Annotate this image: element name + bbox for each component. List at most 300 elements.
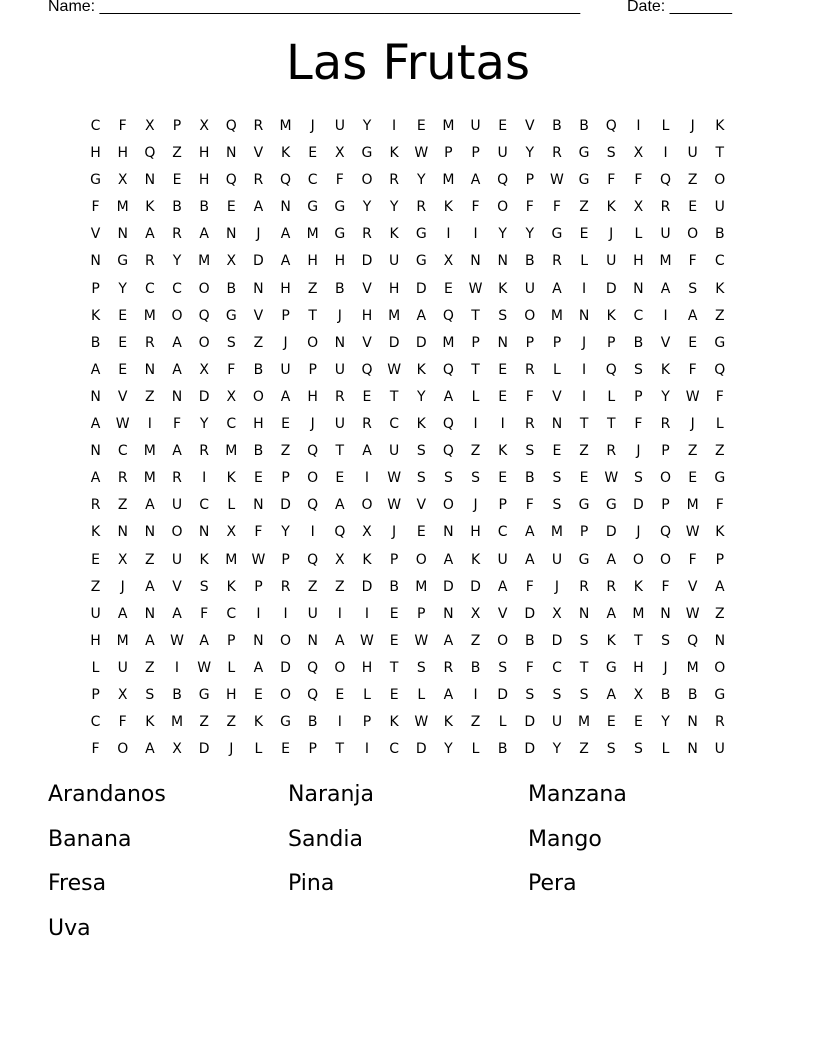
grid-cell: E: [498, 361, 508, 378]
grid-cell: T: [335, 443, 345, 460]
grid-cell: S: [552, 497, 562, 514]
grid-cell: P: [362, 714, 372, 731]
grid-cell: M: [116, 199, 129, 216]
grid-cell: G: [578, 145, 590, 162]
grid-cell: R: [334, 388, 345, 405]
grid-cell: M: [143, 470, 156, 487]
grid-cell: L: [417, 686, 426, 703]
grid-cell: T: [471, 307, 480, 324]
grid-cell: R: [90, 497, 101, 514]
grid-cell: E: [281, 741, 290, 758]
grid-cell: X: [362, 524, 372, 541]
grid-cell: N: [714, 632, 726, 649]
grid-cell: B: [389, 578, 399, 595]
grid-row: [82, 465, 733, 492]
grid-cell: V: [253, 145, 264, 162]
grid-cell: F: [91, 741, 100, 758]
grid-cell: A: [525, 551, 535, 568]
grid-cell: O: [252, 388, 264, 405]
grid-cell: B: [253, 361, 264, 378]
grid-cell: P: [498, 497, 507, 514]
grid-cell: Z: [715, 443, 725, 460]
grid-cell: T: [389, 388, 399, 405]
grid-cell: H: [198, 145, 210, 162]
grid-cell: G: [578, 497, 590, 514]
grid-cell: X: [145, 118, 155, 134]
grid-cell: I: [147, 416, 152, 433]
grid-cell: H: [361, 307, 373, 324]
grid-cell: N: [497, 253, 508, 270]
grid-cell: R: [660, 416, 671, 433]
grid-cell: A: [660, 280, 671, 297]
grid-cell: N: [307, 632, 318, 649]
grid-row: [82, 330, 733, 357]
grid-cell: B: [172, 686, 182, 703]
grid-cell: I: [663, 307, 668, 324]
grid-cell: N: [253, 497, 264, 514]
grid-cell: A: [145, 741, 155, 758]
grid-cell: J: [609, 226, 614, 243]
grid-cell: J: [392, 524, 397, 541]
grid-cell: V: [253, 307, 264, 324]
grid-cell: V: [525, 118, 535, 134]
grid-cell: A: [145, 578, 155, 595]
grid-cell: C: [497, 524, 508, 541]
grid-cell: D: [361, 578, 373, 595]
grid-cell: A: [172, 605, 182, 622]
grid-cell: N: [117, 524, 128, 541]
grid-cell: P: [281, 551, 290, 568]
grid-cell: N: [144, 361, 156, 378]
grid-cell: S: [525, 443, 535, 460]
grid-cell: G: [280, 714, 291, 731]
grid-cell: A: [172, 334, 182, 351]
grid-cell: X: [226, 524, 237, 541]
grid-cell: Q: [605, 118, 617, 134]
grid-cell: B: [253, 443, 264, 460]
grid-cell: O: [198, 334, 210, 351]
grid-cell: W: [414, 632, 429, 649]
grid-row: [82, 221, 733, 248]
grid-cell: O: [660, 470, 672, 487]
grid-cell: F: [634, 416, 643, 433]
grid-cell: F: [525, 578, 534, 595]
grid-cell: W: [414, 714, 429, 731]
grid-cell: U: [714, 741, 725, 758]
grid-cell: S: [633, 741, 643, 758]
grid-cell: C: [117, 443, 128, 460]
grid-cell: O: [632, 551, 644, 568]
grid-row: [82, 547, 733, 574]
grid-cell: A: [145, 226, 155, 243]
grid-cell: P: [91, 686, 100, 703]
grid-cell: X: [172, 741, 182, 758]
grid-cell: K: [389, 145, 399, 162]
grid-cell: Y: [444, 741, 453, 758]
grid-cell: T: [308, 307, 317, 324]
grid-cell: N: [687, 741, 698, 758]
grid-cell: A: [280, 226, 291, 243]
grid-cell: U: [551, 551, 563, 568]
grid-cell: O: [442, 497, 454, 514]
grid-cell: A: [172, 361, 182, 378]
grid-cell: N: [687, 714, 698, 731]
grid-cell: Z: [470, 632, 481, 649]
grid-cell: K: [606, 199, 616, 216]
grid-cell: H: [470, 524, 481, 541]
grid-cell: M: [659, 253, 672, 270]
grid-cell: X: [117, 172, 128, 189]
grid-cell: Y: [416, 388, 426, 405]
grid-cell: P: [389, 551, 399, 568]
grid-cell: R: [253, 118, 264, 134]
grid-cell: K: [145, 714, 155, 731]
grid-cell: P: [471, 334, 480, 351]
grid-cell: N: [144, 524, 156, 541]
grid-cell: Q: [307, 497, 319, 514]
grid-cell: U: [687, 145, 698, 162]
grid-cell: V: [362, 280, 372, 297]
grid-cell: T: [634, 632, 643, 649]
grid-cell: D: [632, 497, 644, 514]
grid-cell: P: [661, 443, 670, 460]
grid-cell: L: [227, 659, 236, 676]
grid-cell: I: [256, 605, 261, 622]
grid-cell: J: [636, 524, 641, 541]
grid-cell: D: [605, 280, 617, 297]
grid-cell: O: [497, 632, 509, 649]
grid-cell: Y: [525, 226, 535, 243]
grid-cell: L: [471, 388, 480, 405]
grid-cell: U: [117, 659, 128, 676]
grid-cell: J: [690, 416, 695, 433]
grid-cell: R: [416, 199, 427, 216]
grid-cell: O: [415, 551, 427, 568]
grid-cell: X: [226, 388, 237, 405]
grid-cell: K: [90, 307, 101, 324]
grid-cell: V: [172, 578, 182, 595]
grid-cell: E: [335, 470, 345, 487]
grid-cell: Q: [307, 443, 319, 460]
grid-cell: H: [388, 280, 400, 297]
grid-cell: U: [334, 361, 345, 378]
grid-cell: A: [280, 388, 291, 405]
grid-cell: K: [606, 307, 616, 324]
grid-cell: S: [199, 578, 209, 595]
grid-cell: B: [687, 686, 698, 703]
grid-cell: D: [415, 280, 427, 297]
grid-cell: Q: [660, 524, 672, 541]
grid-cell: B: [525, 470, 535, 487]
grid-cell: W: [387, 361, 402, 378]
grid-cell: O: [171, 307, 183, 324]
grid-cell: W: [170, 632, 184, 649]
grid-cell: P: [634, 388, 643, 405]
grid-cell: X: [226, 253, 237, 270]
grid-cell: A: [443, 632, 454, 649]
grid-cell: S: [579, 686, 589, 703]
grid-cell: P: [552, 334, 562, 351]
grid-cell: H: [226, 686, 237, 703]
grid-cell: U: [280, 361, 291, 378]
grid-cell: X: [117, 551, 128, 568]
grid-cell: N: [443, 605, 454, 622]
grid-cell: Q: [307, 659, 319, 676]
grid-cell: N: [226, 145, 237, 162]
grid-cell: M: [279, 118, 292, 134]
grid-cell: D: [198, 388, 210, 405]
grid-cell: B: [633, 334, 644, 351]
word-list-item: Mango: [528, 826, 602, 852]
grid-cell: W: [360, 632, 374, 649]
grid-cell: Y: [172, 253, 182, 270]
grid-cell: B: [552, 118, 562, 134]
grid-cell: R: [524, 416, 535, 433]
grid-cell: Z: [687, 443, 698, 460]
grid-cell: J: [229, 741, 234, 758]
grid-cell: G: [307, 199, 319, 216]
grid-cell: W: [387, 470, 402, 487]
grid-cell: H: [198, 172, 210, 189]
grid-cell: S: [552, 686, 562, 703]
grid-cell: T: [471, 361, 480, 378]
grid-cell: Z: [335, 578, 345, 595]
grid-cell: M: [550, 307, 563, 324]
grid-cell: F: [172, 416, 182, 433]
grid-cell: R: [606, 443, 617, 460]
grid-cell: G: [361, 145, 373, 162]
grid-cell: Q: [714, 361, 726, 378]
grid-cell: H: [280, 280, 291, 297]
grid-cell: A: [606, 605, 617, 622]
grid-cell: G: [551, 226, 563, 243]
grid-cell: H: [90, 145, 101, 162]
grid-cell: C: [90, 714, 101, 731]
grid-cell: U: [606, 253, 617, 270]
grid-cell: Q: [660, 172, 672, 189]
grid-cell: T: [579, 659, 589, 676]
grid-cell: D: [280, 497, 291, 514]
grid-cell: C: [226, 416, 237, 433]
grid-cell: C: [144, 280, 155, 297]
grid-cell: F: [254, 524, 263, 541]
grid-row: [82, 438, 733, 465]
grid-cell: W: [387, 497, 402, 514]
grid-cell: O: [714, 659, 726, 676]
grid-row: [82, 601, 733, 628]
grid-cell: O: [497, 199, 509, 216]
grid-cell: S: [226, 334, 236, 351]
grid-cell: E: [253, 470, 263, 487]
grid-cell: K: [362, 551, 372, 568]
grid-cell: F: [118, 118, 127, 134]
grid-cell: B: [335, 280, 345, 297]
grid-cell: F: [471, 199, 480, 216]
grid-cell: I: [364, 470, 370, 487]
grid-cell: R: [389, 172, 399, 189]
grid-cell: X: [633, 686, 644, 703]
grid-cell: G: [90, 172, 101, 189]
grid-cell: R: [362, 416, 372, 433]
grid-cell: U: [171, 497, 183, 514]
grid-cell: T: [389, 659, 399, 676]
grid-cell: N: [90, 388, 101, 405]
grid-cell: D: [415, 334, 427, 351]
grid-cell: Y: [525, 145, 535, 162]
grid-cell: O: [307, 470, 319, 487]
grid-cell: A: [715, 578, 725, 595]
grid-cell: G: [605, 497, 617, 514]
grid-cell: T: [606, 416, 616, 433]
grid-cell: M: [198, 253, 211, 270]
grid-cell: E: [416, 118, 426, 134]
grid-cell: Y: [118, 280, 127, 297]
grid-cell: B: [90, 334, 101, 351]
grid-cell: S: [633, 470, 643, 487]
grid-cell: J: [310, 118, 315, 134]
grid-cell: K: [199, 551, 209, 568]
grid-cell: U: [171, 551, 183, 568]
page-title: Las Frutas: [286, 35, 530, 91]
grid-cell: O: [714, 172, 726, 189]
grid-cell: G: [578, 172, 590, 189]
grid-cell: I: [337, 605, 342, 622]
grid-cell: N: [253, 632, 264, 649]
grid-cell: R: [552, 253, 562, 270]
grid-cell: N: [117, 226, 128, 243]
grid-cell: V: [90, 226, 101, 243]
grid-cell: F: [688, 253, 697, 270]
grid-cell: K: [280, 145, 291, 162]
grid-cell: Y: [362, 199, 372, 216]
grid-cell: U: [334, 118, 345, 134]
grid-cell: F: [227, 361, 236, 378]
grid-cell: P: [471, 145, 480, 162]
grid-cell: M: [143, 307, 156, 324]
grid-cell: A: [145, 632, 155, 649]
grid-cell: A: [362, 443, 372, 460]
grid-cell: A: [117, 605, 128, 622]
grid-cell: K: [389, 226, 399, 243]
grid-cell: N: [578, 605, 590, 622]
word-list-item: Fresa: [48, 871, 107, 896]
grid-cell: I: [582, 388, 587, 405]
grid-cell: M: [388, 307, 401, 324]
grid-cell: F: [715, 388, 724, 405]
grid-cell: F: [607, 172, 616, 189]
grid-cell: D: [497, 686, 509, 703]
grid-cell: Z: [579, 443, 589, 460]
grid-cell: G: [117, 253, 129, 270]
header: [48, 0, 748, 20]
grid-cell: W: [604, 470, 619, 487]
grid-cell: K: [660, 361, 671, 378]
grid-cell: Q: [687, 632, 699, 649]
grid-cell: X: [633, 145, 644, 162]
grid-cell: P: [308, 361, 317, 378]
grid-cell: W: [115, 416, 130, 433]
grid-cell: O: [660, 551, 672, 568]
grid-cell: C: [199, 497, 210, 514]
grid-cell: C: [389, 741, 399, 758]
word-list-item: Naranja: [288, 782, 375, 807]
grid-cell: V: [117, 388, 128, 405]
grid-cell: V: [660, 334, 671, 351]
grid-cell: Z: [199, 714, 209, 731]
grid-cell: E: [416, 524, 426, 541]
grid-row: [82, 140, 733, 167]
grid-cell: I: [663, 145, 668, 162]
grid-cell: E: [498, 470, 508, 487]
grid-cell: F: [552, 199, 561, 216]
grid-cell: Q: [198, 307, 210, 324]
grid-cell: E: [688, 470, 698, 487]
grid-cell: F: [634, 172, 643, 189]
grid-cell: L: [607, 388, 616, 405]
grid-cell: I: [392, 118, 397, 134]
grid-cell: F: [688, 361, 697, 378]
grid-cell: Q: [605, 361, 617, 378]
grid-cell: K: [90, 524, 101, 541]
grid-cell: S: [525, 686, 535, 703]
grid-cell: R: [117, 470, 128, 487]
grid-cell: Z: [145, 551, 155, 568]
grid-cell: Z: [307, 280, 318, 297]
grid-cell: O: [307, 334, 319, 351]
grid-cell: Q: [280, 172, 292, 189]
grid-cell: G: [334, 199, 346, 216]
grid-cell: P: [525, 172, 535, 189]
grid-cell: G: [415, 226, 427, 243]
grid-cell: E: [281, 416, 290, 433]
grid-cell: B: [497, 741, 508, 758]
grid-cell: N: [253, 280, 264, 297]
grid-cell: A: [416, 307, 427, 324]
grid-cell: K: [416, 416, 426, 433]
grid-cell: G: [225, 307, 237, 324]
grid-cell: P: [579, 524, 589, 541]
grid-cell: O: [280, 686, 292, 703]
grid-cell: R: [443, 659, 454, 676]
grid-cell: U: [388, 253, 400, 270]
grid-cell: R: [172, 226, 182, 243]
grid-cell: L: [471, 741, 480, 758]
grid-cell: D: [388, 334, 400, 351]
grid-cell: T: [715, 145, 725, 162]
grid-cell: O: [198, 280, 210, 297]
grid-cell: M: [578, 714, 591, 731]
grid-cell: O: [280, 632, 292, 649]
grid-row: [82, 357, 733, 384]
grid-cell: I: [582, 280, 587, 297]
grid-cell: L: [227, 497, 236, 514]
grid-cell: Q: [497, 172, 509, 189]
grid-cell: Z: [307, 578, 318, 595]
grid-cell: P: [661, 497, 670, 514]
grid-cell: P: [525, 334, 535, 351]
grid-cell: E: [308, 145, 318, 162]
grid-cell: W: [197, 659, 212, 676]
grid-cell: G: [415, 253, 427, 270]
grid-cell: A: [606, 686, 617, 703]
grid-cell: K: [633, 578, 643, 595]
grid-cell: U: [551, 714, 563, 731]
grid-cell: L: [661, 118, 670, 134]
grid-cell: B: [172, 199, 182, 216]
grid-cell: T: [579, 416, 589, 433]
grid-cell: D: [524, 741, 536, 758]
grid-cell: C: [172, 280, 182, 297]
